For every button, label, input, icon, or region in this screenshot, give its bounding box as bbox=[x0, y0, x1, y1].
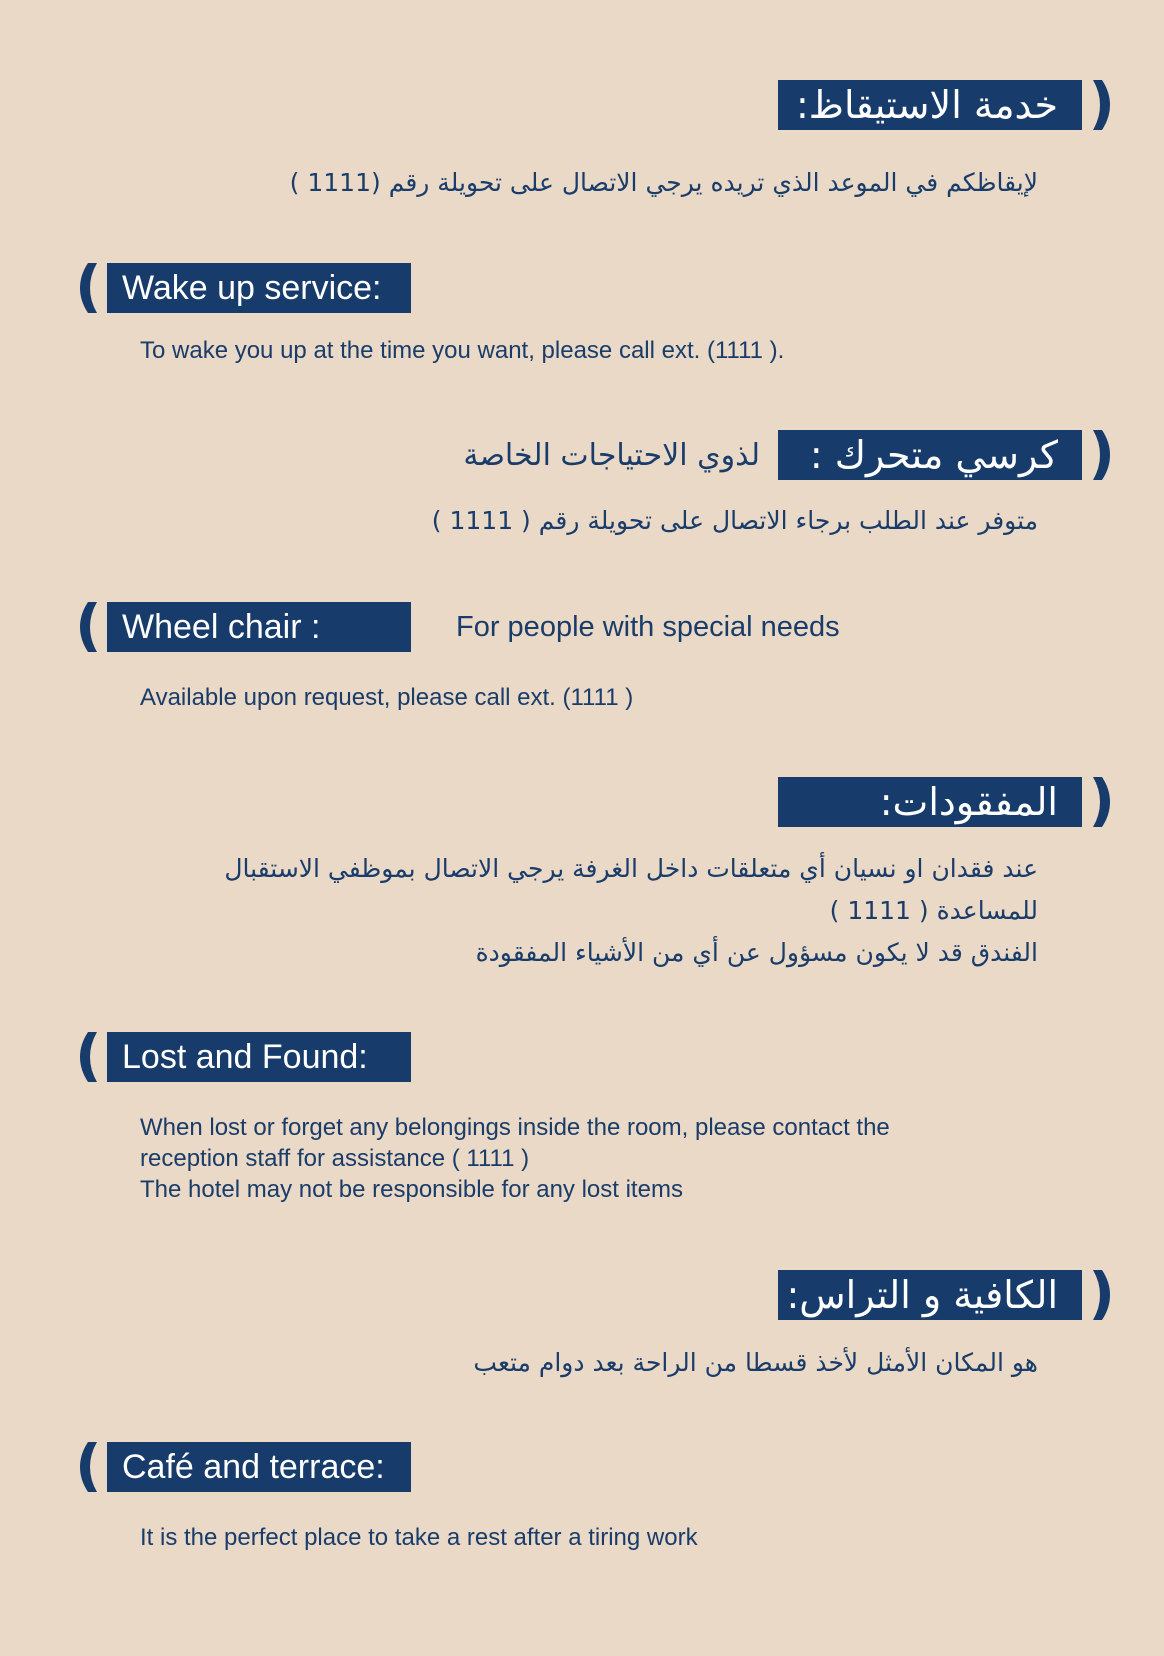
section-title-lost-ar bbox=[778, 777, 1082, 827]
bracket-right-icon bbox=[1090, 80, 1112, 130]
section-body-lost-en bbox=[140, 1112, 890, 1205]
section-body-wakeup-ar: لإيقاظكم في الموعد الذي تريده يرجي الاتصال على تحويلة رقم (1111 ) bbox=[289, 168, 1038, 197]
section-title-wakeup-ar bbox=[778, 80, 1082, 130]
body-line: للمساعدة ( 1111 ) bbox=[829, 896, 1038, 925]
bracket-right-icon bbox=[1090, 430, 1112, 480]
section-title-text: كرسي متحرك : bbox=[809, 433, 1058, 477]
section-title-wakeup-en bbox=[107, 263, 411, 313]
section-title-text: المفقودات: bbox=[879, 780, 1058, 824]
section-title-text: خدمة الاستيقاظ: bbox=[796, 83, 1058, 127]
section-title-text: Wake up service: bbox=[122, 268, 382, 307]
bracket-right-icon bbox=[1090, 777, 1112, 827]
section-title-text: Café and terrace: bbox=[122, 1447, 385, 1486]
section-title-text: الكافية و التراس: bbox=[786, 1273, 1058, 1317]
section-body-lost-ar bbox=[224, 848, 1038, 974]
section-subtitle-wheelchair-ar: لذوي الاحتياجات الخاصة bbox=[463, 438, 760, 473]
section-body-cafe-ar: هو المكان الأمثل لأخذ قسطا من الراحة بعد دوام متعب bbox=[473, 1348, 1038, 1377]
body-line: عند فقدان او نسيان أي متعلقات داخل الغرفة يرجي الاتصال بموظفي الاستقبال bbox=[224, 854, 1038, 883]
bracket-left-icon bbox=[78, 1442, 100, 1492]
section-title-lost-en bbox=[107, 1032, 411, 1082]
body-line: الفندق قد لا يكون مسؤول عن أي من الأشياء المفقودة bbox=[475, 938, 1038, 967]
section-title-wheelchair-ar bbox=[778, 430, 1082, 480]
section-body-wakeup-en: To wake you up at the time you want, please call ext. (1111 ). bbox=[140, 337, 785, 364]
section-title-cafe-en bbox=[107, 1442, 411, 1492]
body-line: The hotel may not be responsible for any lost items bbox=[140, 1176, 683, 1203]
section-title-wheelchair-en bbox=[107, 602, 411, 652]
bracket-left-icon bbox=[78, 1032, 100, 1082]
section-body-cafe-en: It is the perfect place to take a rest after a tiring work bbox=[140, 1524, 698, 1551]
bracket-right-icon bbox=[1090, 1270, 1112, 1320]
body-line: When lost or forget any belongings inside the room, please contact the bbox=[140, 1114, 890, 1141]
section-body-wheelchair-en: Available upon request, please call ext. (1111 ) bbox=[140, 684, 634, 711]
section-title-cafe-ar bbox=[778, 1270, 1082, 1320]
bracket-left-icon bbox=[78, 263, 100, 313]
section-title-text: Wheel chair : bbox=[122, 607, 321, 646]
bracket-left-icon bbox=[78, 602, 100, 652]
body-line: reception staff for assistance ( 1111 ) bbox=[140, 1145, 530, 1172]
section-title-text: Lost and Found: bbox=[122, 1037, 368, 1076]
section-body-wheelchair-ar: متوفر عند الطلب برجاء الاتصال على تحويلة رقم ( 1111 ) bbox=[431, 506, 1038, 535]
section-subtitle-wheelchair-en: For people with special needs bbox=[456, 611, 840, 643]
